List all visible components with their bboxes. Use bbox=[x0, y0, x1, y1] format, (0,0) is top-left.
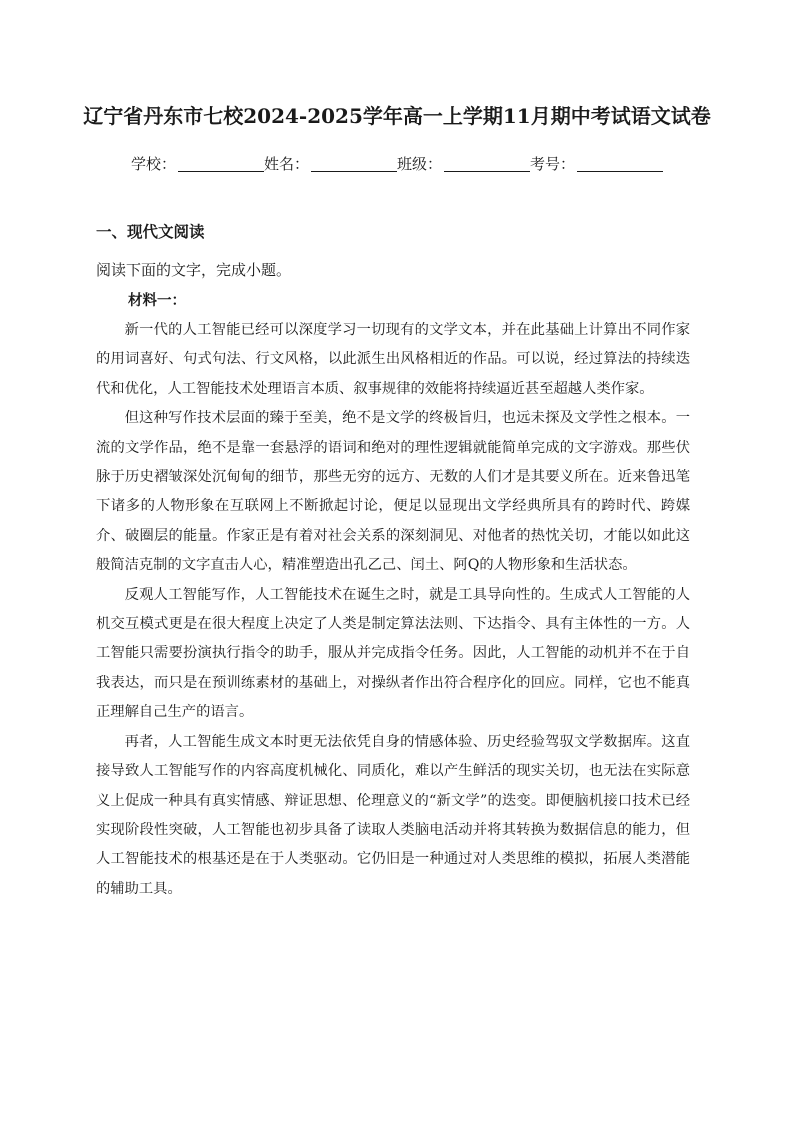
section-heading: 一、现代文阅读 bbox=[96, 223, 205, 241]
class-label: 班级： bbox=[397, 155, 443, 173]
material-body bbox=[96, 316, 690, 904]
exam-number-blank bbox=[577, 157, 663, 172]
school-label: 学校： bbox=[130, 155, 176, 173]
school-blank bbox=[178, 157, 264, 172]
exam-number-field bbox=[530, 153, 663, 174]
reading-instruction: 阅读下面的文字，完成小题。 bbox=[96, 261, 292, 279]
paragraph: 再者，人工智能生成文本时更无法依凭自身的情感体验、历史经验驾驭文学数据库。这直接导致人工智能写作的内容高度机械化、同质化，难以产生鲜活的现实关切，也无法在实际意义上促成一种具有真实情感、辩证思想、伦理意义的“新文学”的迭变。即便脑机接口技术已经实现阶段性突破，人工智能也初步具备了读取人类脑电活动并将其转换为数据信息的能力，但人工智能技术的根基还是在于人类驱动。它仍旧是一种通过对人类思维的模拟，拓展人类潜能的辅助工具。 bbox=[96, 733, 690, 897]
name-field bbox=[264, 153, 397, 174]
paragraph: 新一代的人工智能已经可以深度学习一切现有的文学文本，并在此基础上计算出不同作家的用词喜好、句式句法、行文风格，以此派生出风格相近的作品。可以说，经过算法的持续迭代和优化，人工智能技术处理语言本质、叙事规律的效能将持续逼近甚至超越人类作家。 bbox=[96, 322, 690, 397]
name-label: 姓名： bbox=[263, 155, 309, 173]
paragraph: 反观人工智能写作，人工智能技术在诞生之时，就是工具导向性的。生成式人工智能的人机交互模式更是在很大程度上决定了人类是制定算法法则、下达指令、具有主体性的一方。人工智能只需要扮演执行指令的助手，服从并完成指令任务。因此，人工智能的动机并不在于自我表达，而只是在预训练素材的基础上，对操纵者作出符合程序化的回应。同样，它也不能真正理解自己生产的语言。 bbox=[96, 586, 690, 721]
material-label: 材料一： bbox=[128, 292, 186, 309]
school-field bbox=[131, 153, 264, 174]
paragraph: 但这种写作技术层面的臻于至美，绝不是文学的终极旨归，也远未探及文学性之根本。一流的文学作品，绝不是靠一套悬浮的语词和绝对的理性逻辑就能简单完成的文字游戏。那些伏脉于历史褶皱深处沉甸甸的细节，那些无穷的远方、无数的人们才是其要义所在。近来鲁迅笔下诸多的人物形象在互联网上不断掀起讨论，便足以显现出文学经典所具有的跨时代、跨媒介、破圈层的能量。作家正是有着对社会关系的深刻洞见、对他者的热忱关切，才能以如此这般简洁克制的文字直击人心，精准塑造出孔乙己、闰土、阿Q的人物形象和生活状态。 bbox=[96, 410, 690, 574]
student-info-row bbox=[0, 153, 794, 174]
exam-title: 辽宁省丹东市七校2024-2025学年高一上学期11月期中考试语文试卷 bbox=[83, 104, 711, 128]
name-blank bbox=[311, 157, 397, 172]
exam-number-label: 考号： bbox=[530, 155, 576, 173]
class-blank bbox=[444, 157, 530, 172]
class-field bbox=[397, 153, 530, 174]
